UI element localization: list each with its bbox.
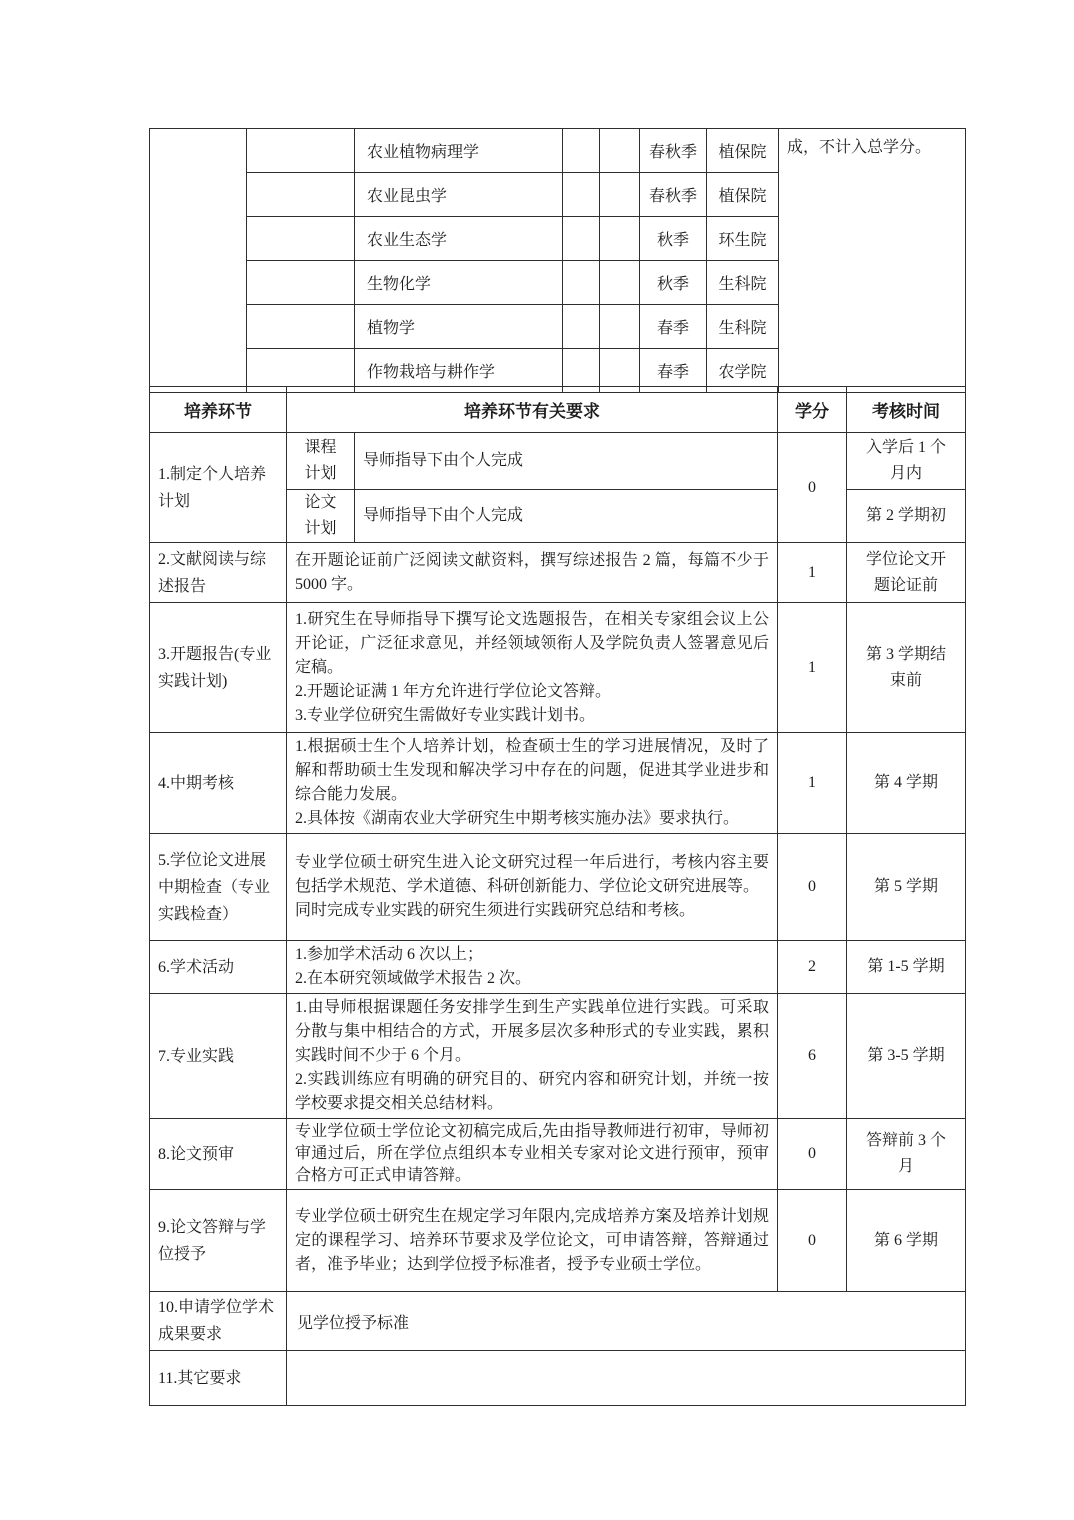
credit-cell: 0: [778, 834, 847, 941]
college-cell: 植保院: [707, 129, 779, 173]
course-name-cell: 农业生态学: [355, 217, 563, 261]
requirement-text: 专业学位硕士研究生进入论文研究过程一年后进行，考核内容主要包括学术规范、学术道德、科研创新能力、学位论文研究进展等。: [295, 854, 769, 895]
empty-cell: [600, 173, 640, 217]
empty-cell: [563, 305, 600, 349]
time-cell: 学位论文开题论证前: [847, 543, 966, 603]
time-cell: 第 1-5 学期: [847, 941, 966, 994]
requirement-text: 1.研究生在导师指导下撰写论文选题报告，在相关专家组会议上公开论证，广泛征求意见，并经领域领衔人及学院负责人签署意见后定稿。: [295, 610, 769, 676]
time-cell: 第 3-5 学期: [847, 994, 966, 1119]
requirement-text: 同时完成专业实践的研究生须进行实践研究总结和考核。: [295, 902, 696, 919]
college-cell: 生科院: [707, 305, 779, 349]
empty-cell: [247, 261, 355, 305]
term-cell: 秋季: [640, 217, 707, 261]
plan-row-8: [150, 1119, 966, 1190]
credit-cell: 0: [778, 1119, 847, 1190]
empty-cell: [563, 261, 600, 305]
plan-row-10: [150, 1292, 966, 1351]
time-cell: 第 4 学期: [847, 733, 966, 834]
time-cell: 入学后 1 个月内: [847, 433, 966, 490]
empty-cell: [600, 261, 640, 305]
stage-label: 7.专业实践: [150, 994, 287, 1119]
requirement-text: 专业学位硕士学位论文初稿完成后,先由指导教师进行初审，导师初审通过后，所在学位点组织本专业相关专家对论文进行预审，预审合格方可正式申请答辩。: [295, 1123, 769, 1184]
term-cell: 春秋季: [640, 129, 707, 173]
term-cell: 春秋季: [640, 173, 707, 217]
empty-cell: [247, 173, 355, 217]
term-cell: 春季: [640, 349, 707, 393]
stage-label: 5.学位论文进展中期检查（专业实践检查）: [150, 834, 287, 941]
requirement-cell: [287, 1119, 778, 1190]
stage-label: 8.论文预审: [150, 1119, 287, 1190]
stage-label: 3.开题报告(专业实践计划): [150, 603, 287, 733]
credit-cell: 1: [778, 543, 847, 603]
note-cell: 成，不计入总学分。: [779, 129, 966, 393]
requirement-text: 3.专业学位研究生需做好专业实践计划书。: [295, 706, 596, 724]
requirement-cell: [287, 994, 778, 1119]
course-name-cell: 农业植物病理学: [355, 129, 563, 173]
plan-header-row: [150, 387, 966, 433]
plan-row-6: [150, 941, 966, 994]
plan-type-cell: 课程计划: [287, 433, 355, 490]
header-credits: 学分: [778, 387, 847, 433]
course-name-cell: 植物学: [355, 305, 563, 349]
content-cell: [287, 1351, 966, 1406]
time-cell: 第 5 学期: [847, 834, 966, 941]
plan-row-3: [150, 603, 966, 733]
plan-row-9: [150, 1190, 966, 1292]
empty-cell: [600, 129, 640, 173]
requirement-cell: [287, 603, 778, 733]
plan-row-2: [150, 543, 966, 603]
credit-cell: 1: [778, 603, 847, 733]
requirement-text: 导师指导下由个人完成: [363, 507, 524, 524]
time-cell: 第 2 学期初: [847, 490, 966, 543]
stage-label: 6.学术活动: [150, 941, 287, 994]
requirement-cell: [287, 733, 778, 834]
requirement-cell: [287, 834, 778, 941]
plan-row-7: [150, 994, 966, 1119]
stage-label: 10.申请学位学术成果要求: [150, 1292, 287, 1351]
term-cell: 秋季: [640, 261, 707, 305]
stage-label: 1.制定个人培养计划: [150, 433, 287, 543]
plan-row-4: [150, 733, 966, 834]
plan-row-5: [150, 834, 966, 941]
plan-row-11: [150, 1351, 966, 1406]
college-cell: 生科院: [707, 261, 779, 305]
empty-cell: [563, 173, 600, 217]
credit-cell: 0: [778, 1190, 847, 1292]
requirement-cell: [287, 543, 778, 603]
stage-label: 11.其它要求: [150, 1351, 287, 1406]
requirement-text: 2.实践训练应有明确的研究目的、研究内容和研究计划，并统一按学校要求提交相关总结材料。: [295, 1071, 769, 1112]
requirement-text: 1.参加学术活动 6 次以上；: [295, 946, 484, 963]
requirement-text: 1.由导师根据课题任务安排学生到生产实践单位进行实践。可采取分散与集中相结合的方式，开展多层次多种形式的专业实践，累积实践时间不少于 6 个月。: [295, 999, 769, 1064]
requirement-cell: [287, 941, 778, 994]
requirement-cell: [355, 490, 778, 543]
empty-cell: [600, 217, 640, 261]
empty-cell: [247, 129, 355, 173]
college-cell: 农学院: [707, 349, 779, 393]
requirement-cell: [355, 433, 778, 490]
content-cell: 见学位授予标准: [287, 1292, 966, 1351]
course-name-cell: 作物栽培与耕作学: [355, 349, 563, 393]
stage-label: 9.论文答辩与学位授予: [150, 1190, 287, 1292]
credit-cell: 6: [778, 994, 847, 1119]
stage-label: 4.中期考核: [150, 733, 287, 834]
empty-cell: [247, 217, 355, 261]
requirement-cell: [287, 1190, 778, 1292]
merged-left-cell: [150, 129, 247, 393]
requirement-text: 2.具体按《湖南农业大学研究生中期考核实施办法》要求执行。: [295, 810, 740, 827]
empty-cell: [247, 305, 355, 349]
course-row: [150, 129, 966, 173]
credit-cell: 1: [778, 733, 847, 834]
header-stage: 培养环节: [150, 387, 287, 433]
college-cell: 环生院: [707, 217, 779, 261]
course-table: [149, 128, 966, 393]
plan-type-cell: 论文计划: [287, 490, 355, 543]
credit-cell: 0: [778, 433, 847, 543]
term-cell: 春季: [640, 305, 707, 349]
empty-cell: [563, 129, 600, 173]
time-cell: 第 6 学期: [847, 1190, 966, 1292]
training-plan-table: [149, 386, 966, 1406]
requirement-text: 导师指导下由个人完成: [363, 452, 524, 469]
course-name-cell: 农业昆虫学: [355, 173, 563, 217]
plan-row-1a: [150, 433, 966, 490]
requirement-text: 2.开题论证满 1 年方允许进行学位论文答辩。: [295, 682, 612, 700]
empty-cell: [563, 217, 600, 261]
header-assessment-time: 考核时间: [847, 387, 966, 433]
requirement-text: 在开题论证前广泛阅读文献资料，撰写综述报告 2 篇，每篇不少于 5000 字。: [295, 551, 769, 593]
stage-label: 2.文献阅读与综述报告: [150, 543, 287, 603]
time-cell: 第 3 学期结束前: [847, 603, 966, 733]
course-name-cell: 生物化学: [355, 261, 563, 305]
credit-cell: 2: [778, 941, 847, 994]
requirement-text: 专业学位硕士研究生在规定学习年限内,完成培养方案及培养计划规定的课程学习、培养环节要求及学位论文，可申请答辩，答辩通过者，准予毕业；达到学位授予标准者，授予专业硕士学位。: [295, 1207, 769, 1273]
time-cell: 答辩前 3 个月: [847, 1119, 966, 1190]
college-cell: 植保院: [707, 173, 779, 217]
empty-cell: [600, 305, 640, 349]
requirement-text: 2.在本研究领域做学术报告 2 次。: [295, 970, 532, 987]
header-requirements: 培养环节有关要求: [287, 387, 778, 433]
requirement-text: 1.根据硕士生个人培养计划，检查硕士生的学习进展情况，及时了解和帮助硕士生发现和解决学习中存在的问题，促进其学业进步和综合能力发展。: [295, 738, 769, 803]
